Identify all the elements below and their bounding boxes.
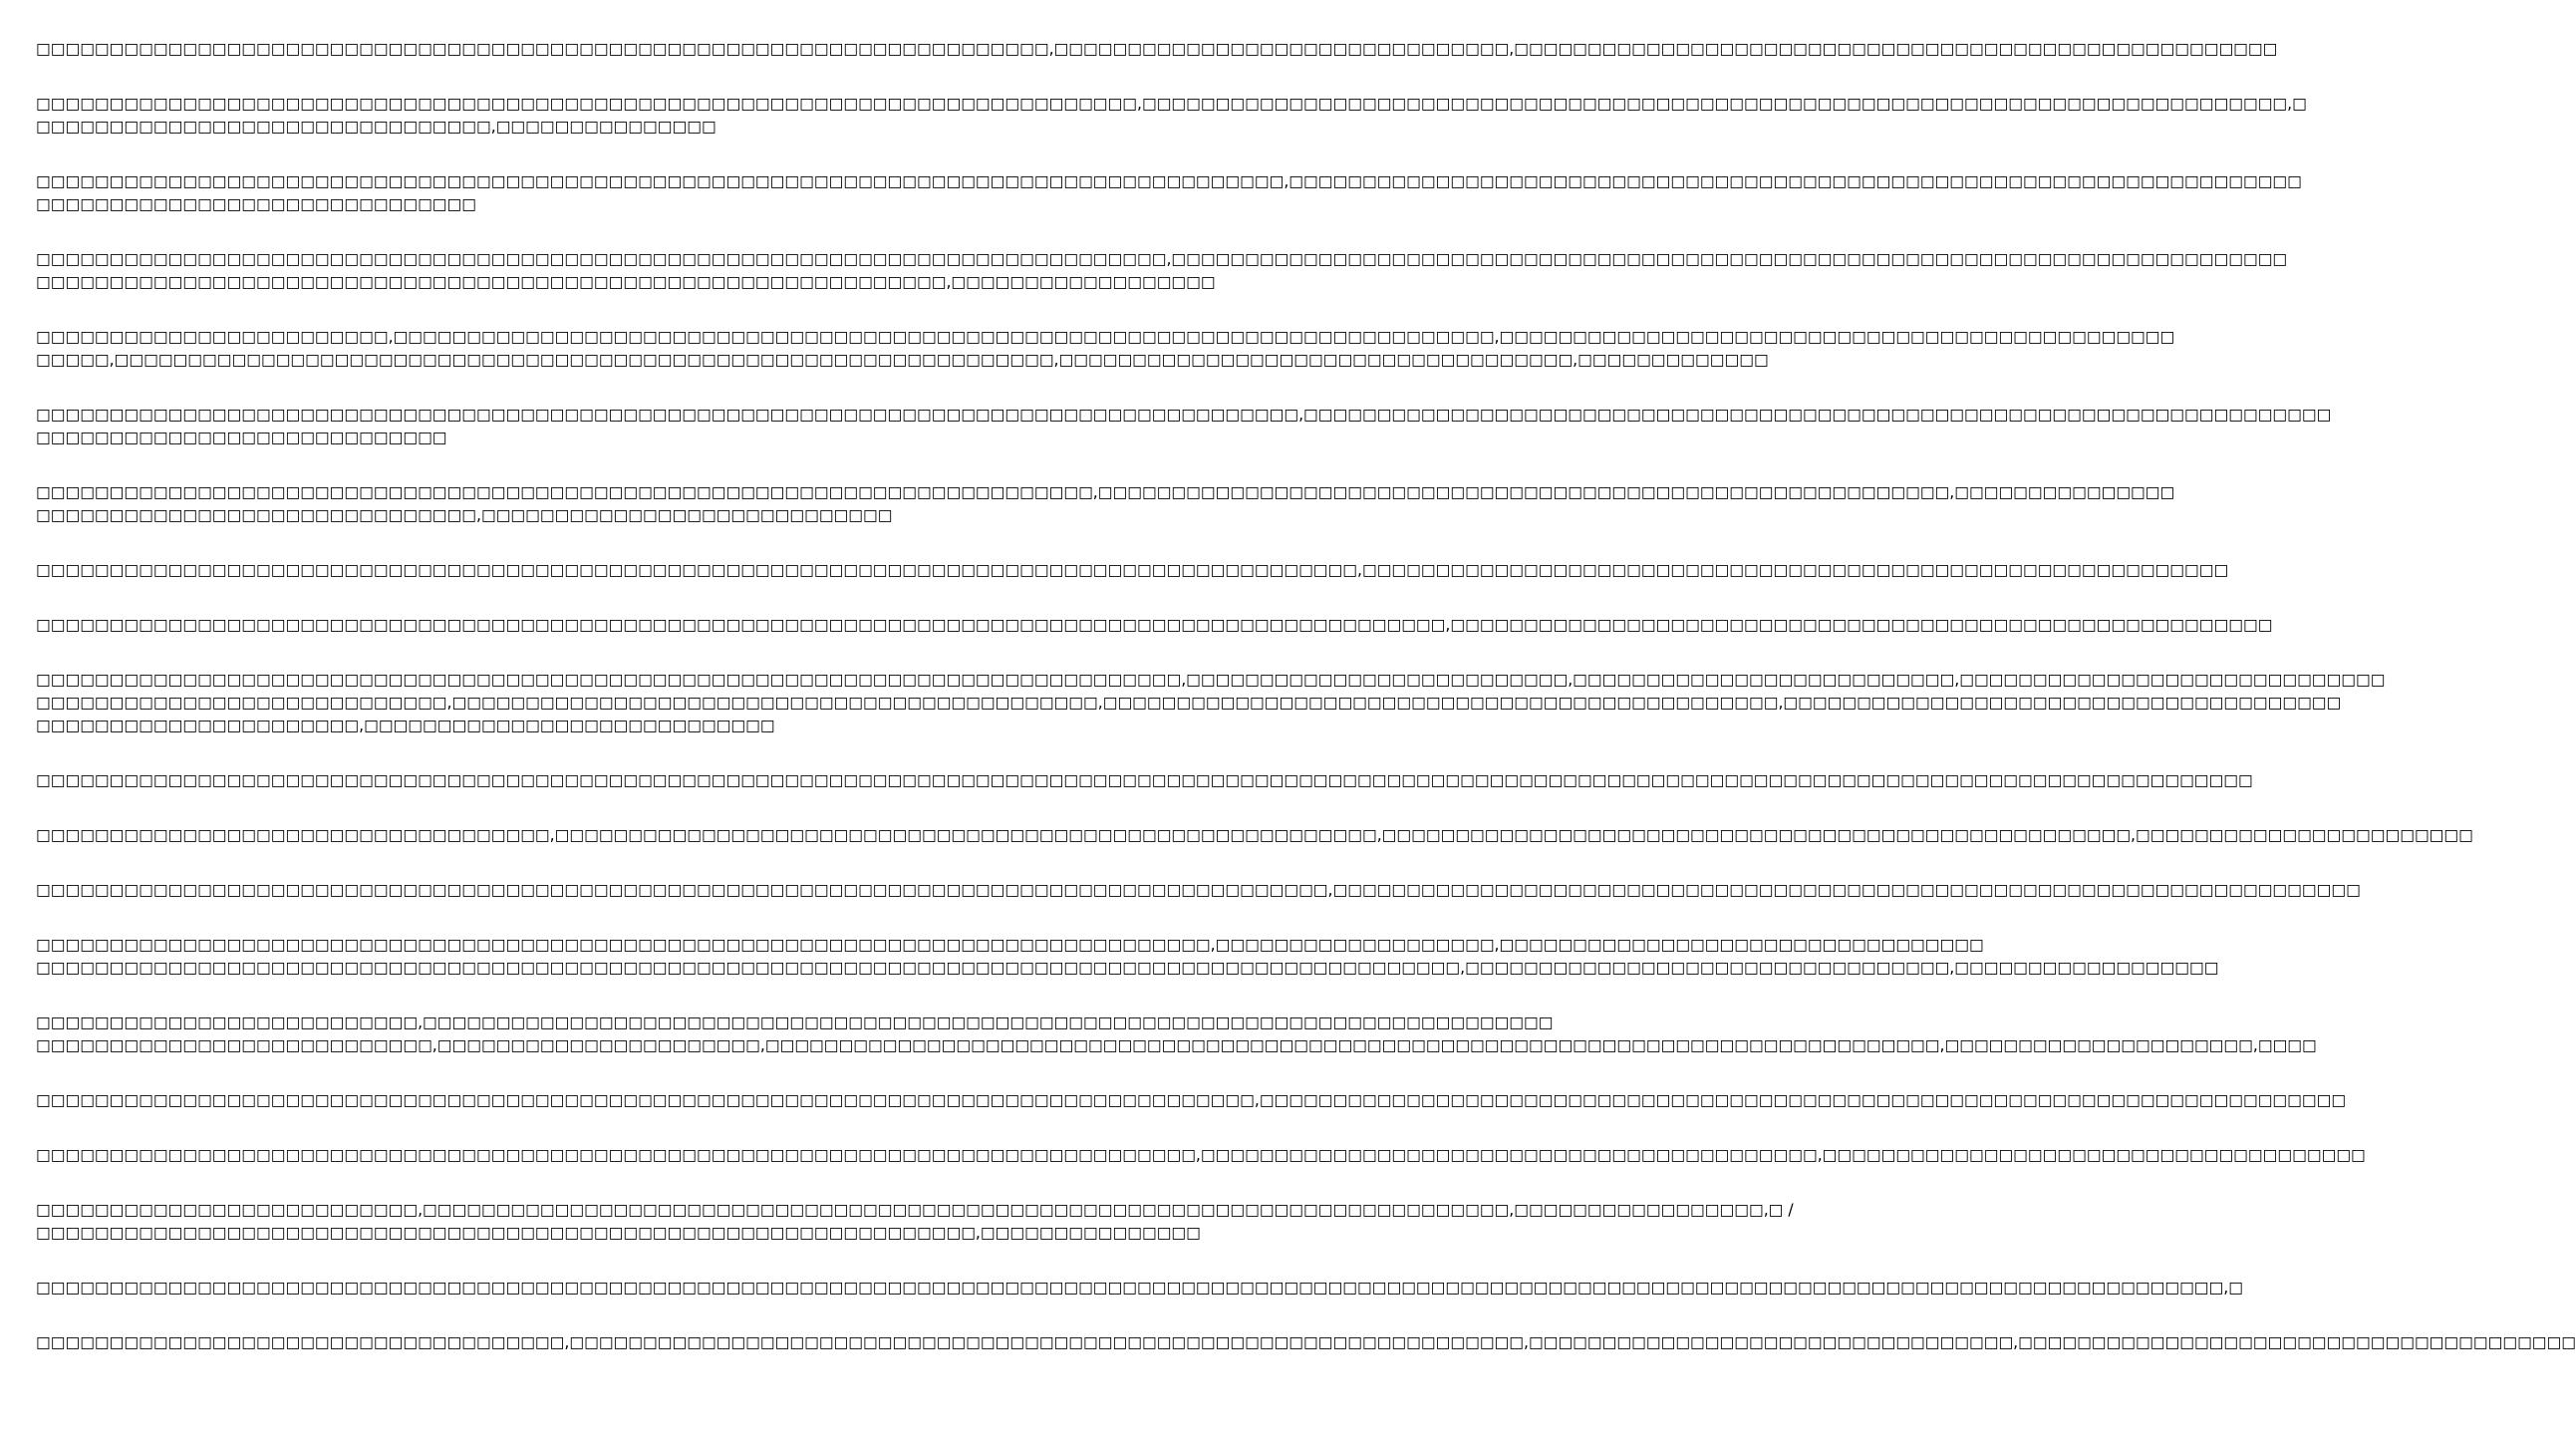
- text-line: □□□□□□□□□□□□□□□□□□□□□□□□□□□□□□□□□□□□□□□□□□□□□□□□□□□□□□□□□□□□□□□□□□□□□□□□□□□□□□□□□□□□□□□□□□□□□□□□□□□□□□□□□□□□□□□□□□□□□□□□□□□□□□□□□□□□□□□□□□□□□□□□□□□□□,□: [36, 1279, 2243, 1297]
- paragraph: [36, 559, 2229, 582]
- text-line: □□□□□□□□□□□□□□□□□□□□□□□□□□□□□□: [36, 195, 477, 213]
- document-body: [36, 38, 2576, 1386]
- text-line: □□□□□□□□□□□□□□□□□□□□□□□□□□□□□□□,□□□□□□□□□□□□□□□: [36, 118, 716, 136]
- text-line: □□□□□□□□□□□□□□□□□□□□□□□□□□□□□□□□□□□□□□□□□□□□□□□□□□□□□□□□□□□□□□□□□□□□□□□□□□□□□□□□□□□□□□□□,□□□□□□□□□□□□□□□□□□□□□□□□□□□□□□□□□□□□□□□□□□□□□□□□□□□□□□□□□□□□□□□□□□□□□□: [36, 881, 2361, 899]
- paragraph: [36, 879, 2361, 902]
- paragraph: [36, 1011, 2317, 1057]
- text-line: □□□□□□□□□□□□□□□□□□□□□□□□□□□□□□□□□□□□□□□□□□□□□□□□□□□□□□□□□□□□□□,□□□□□□□□□□□□□□□□□□: [36, 273, 1216, 291]
- paragraph: [36, 38, 2278, 61]
- text-line: □□□□□□□□□□□□□□□□□□□□□□□□□□□□□□□□□□□□□□□□□□□□□□□□□□□□□□□□□□□□□□□□,□□□□□□□□□□□□□□□: [36, 1224, 1201, 1242]
- paragraph: [36, 170, 2302, 216]
- text-line: □□□□□□□□□□□□□□□□□□□□□□□□□□□□□□□□□□□□□□□□□□□□□□□□□□□□□□□□□□□□□□□□□□□□□□□□□□□□□□□□□□□□□□□□□□□□□□□□,□□□□□□□□□□□□□□□□□□□□□□□□□□□□□□□□□□□□□□□□□□□□□□□□□□□□□□□□: [36, 616, 2273, 634]
- paragraph: [36, 404, 2332, 449]
- text-line: □□□□□□□□□□□□□□□□□□□□□□□□□□□□□□□□□□□□□□□□□□□□□□□□□□□□□□□□□□□□□□□□□□□□□,□□□□□□□□□□□□□□□□□□□□□□□□□□□□□□□,□□□□□□□□□□□□□□□□□□□□□□□□□□□□□□□□□□□□□□□□□□□□□□□□□□□□: [36, 40, 2278, 58]
- paragraph: [36, 1144, 2366, 1167]
- text-line: □□□□□□□□□□□□□□□□□□□□□□□□□□□□□□□□□□□□□□□□□□□□□□□□□□□□□□□□□□□□□□□□□□□□□□□□□□□□□,□□□□□□□□□□□□□□□□□□□□□□□□□□□□□□□□□□□□□□□□□□□□□□□□□□□□□□□□□□□□□□□□□□□□□□□□□□□□: [36, 250, 2288, 268]
- text-line: □□□□□□□□□□□□□□□□□□□□□□□□□□□□: [36, 429, 447, 446]
- text-line: □□□□□,□□□□□□□□□□□□□□□□□□□□□□□□□□□□□□□□□□□□□□□□□□□□□□□□□□□□□□□□□□□□□□□□,□□□□□□□□□□□□□□□□□□□□□□□□□□□□□□□□□□□,□□□□□□□□□□□□□: [36, 351, 1769, 369]
- text-line: □□□□□□□□□□□□□□□□□□□□□□□□□□□□□□,□□□□□□□□□□□□□□□□□□□□□□□□□□□□: [36, 506, 893, 524]
- text-line: □□□□□□□□□□□□□□□□□□□□□□□□□□□□□□□□□□□□□□□□□□□□□□□□□□□□□□□□□□□□□□□□□□□□□□□□□□□,□□□□□□□□□□□□□□□□□□□□□□□□□□□□□□□□□□□□□□□□□□□□□□□□□□□□□□□□□□□□□□□□□□□□□□□□□□□□□□,□: [36, 95, 2307, 113]
- text-line: □□□□□□□□□□□□□□□□□□□□□□□□□□□□□□□□□□□□,□□□□□□□□□□□□□□□□□□□□□□□□□□□□□□□□□□□□□□□□□□□□□□□□□□□□□□□□□□□□□□□□□,□□□□□□□□□□□□□□□□□□□□□□□□□□□□□□□□□,□□□□□□□□□□□□□□□□□□□□□□□□□□□□□□□□□□□□□□: [36, 1333, 2576, 1351]
- text-line: □□□□□□□□□□□□□□□□□□□□□□□□□□,□□□□□□□□□□□□□□□□□□□□□□□□□□□□□□□□□□□□□□□□□□□□□□□□□□□□□□□□□□□□□□□□□□□□□□□□□□□□□: [36, 1013, 1554, 1031]
- paragraph: [36, 934, 2219, 980]
- text-line: □□□□□□□□□□□□□□□□□□□□□□□□□□□□□□□□□□□□□□□□□□□□□□□□□□□□□□□□□□□□□□□□□□□□□□□□□□□□□□□□□□□□□,□□□□□□□□□□□□□□□□□□□□□□□□□□□□□□□□□□□□□□□□□□□□□□□□□□□□□□□□□□□□□□□□□□□□□: [36, 172, 2302, 190]
- text-line: □□□□□□□□□□□□□□□□□□□□□□□□□□□□□□□□□□□□□□□□□□□□□□□□□□□□□□□□□□□□□□□□□□□□□□□□,□□□□□□□□□□□□□□□□□□□□□□□□□□□□□□□□□□□□□□□□□□□□□□□□□□□□□□□□□□,□□□□□□□□□□□□□□□: [36, 483, 2175, 501]
- text-line: □□□□□□□□□□□□□□□□□□□□□□□□,□□□□□□□□□□□□□□□□□□□□□□□□□□□□□□□□□□□□□□□□□□□□□□□□□□□□□□□□□□□□□□□□□□□□□□□□□□□,□□□□□□□□□□□□□□□□□□□□□□□□□□□□□□□□□□□□□□□□□□□□□□: [36, 328, 2175, 346]
- text-line: □□□□□□□□□□□□□□□□□□□□□□,□□□□□□□□□□□□□□□□□□□□□□□□□□□□: [36, 717, 775, 734]
- text-line: □□□□□□□□□□□□□□□□□□□□□□□□□□□□□□□□□□□□□□□□□□□□□□□□□□□□□□□□□□□□□□□□□□□□□□□□□□□□□□□,□□□□□□□□□□□□□□□□□□□□□□□□□□□□□□□□□□□□□□□□□□,□□□□□□□□□□□□□□□□□□□□□□□□□□□□□□□□□□□□□: [36, 1146, 2366, 1164]
- paragraph: [36, 326, 2175, 372]
- paragraph: [36, 669, 2386, 737]
- text-line: □□□□□□□□□□□□□□□□□□□□□□□□□□□□□□□□□□□□□□□□□□□□□□□□□□□□□□□□□□□□□□□□□□□□□□□□□□□□□□□□□□□,□□□□□□□□□□□□□□□□□□□□□□□□□□□□□□□□□□□□□□□□□□□□□□□□□□□□□□□□□□□□□□□□□□□□□□□□□□: [36, 1091, 2347, 1109]
- paragraph: [36, 824, 2473, 847]
- paragraph: [36, 1277, 2243, 1300]
- text-line: □□□□□□□□□□□□□□□□□□□□□□□□□□□□□□□□□□□□□□□□□□□□□□□□□□□□□□□□□□□□□□□□□□□□□□□□□□□□□□□□,□□□□□□□□□□□□□□□□□□□,□□□□□□□□□□□□□□□□□□□□□□□□□□□□□□□□□: [36, 936, 1984, 954]
- text-line: □□□□□□□□□□□□□□□□□□□□□□□□□□□□□□□□□□□□□□□□□□□□□□□□□□□□□□□□□□□□□□□□□□□□□□□□□□□□□□□□□□□□□□□□□□□□□□□□□,□□□□□□□□□□□□□□□□□□□□□□□□□□□□□□□□□,□□□□□□□□□□□□□□□□□□: [36, 959, 2219, 977]
- paragraph: [36, 614, 2273, 637]
- paragraph: [36, 769, 2253, 792]
- paragraph: [36, 481, 2175, 527]
- text-line: □□□□□□□□□□□□□□□□□□□□□□□□□□□□□□□□□□□□□□□□□□□□□□□□□□□□□□□□□□□□□□□□□□□□□□□□□□□□□□,□□□□□□□□□□□□□□□□□□□□□□□□□□,□□□□□□□□□□□□□□□□□□□□□□□□□□,□□□□□□□□□□□□□□□□□□□□□□□□□□□□□: [36, 671, 2386, 689]
- paragraph: [36, 1331, 2576, 1354]
- text-line: □□□□□□□□□□□□□□□□□□□□□□□□□□,□□□□□□□□□□□□□□□□□□□□□□□□□□□□□□□□□□□□□□□□□□□□□□□□□□□□□□□□□□□□□□□□□□□□□□□□□□,□□□□□□□□□□□□□□□□□,□ /: [36, 1201, 1794, 1219]
- text-line: □□□□□□□□□□□□□□□□□□□□□□□□□□□□□□□□□□□□□□□□□□□□□□□□□□□□□□□□□□□□□□□□□□□□□□□□□□□□□□□□□□□□□□,□□□□□□□□□□□□□□□□□□□□□□□□□□□□□□□□□□□□□□□□□□□□□□□□□□□□□□□□□□□□□□□□□□□□□□: [36, 406, 2332, 424]
- paragraph: [36, 248, 2288, 294]
- text-line: □□□□□□□□□□□□□□□□□□□□□□□□□□□□,□□□□□□□□□□□□□□□□□□□□□□□□□□□□□□□□□□□□□□□□□□□□,□□□□□□□□□□□□□□□□□□□□□□□□□□□□□□□□□□□□□□□□□□□□□□,□□□□□□□□□□□□□□□□□□□□□□□□□□□□□□□□□□□□□□: [36, 694, 2342, 712]
- text-line: □□□□□□□□□□□□□□□□□□□□□□□□□□□□□□□□□□□□□□□□□□□□□□□□□□□□□□□□□□□□□□□□□□□□□□□□□□□□□□□□□□□□□□□□□□,□□□□□□□□□□□□□□□□□□□□□□□□□□□□□□□□□□□□□□□□□□□□□□□□□□□□□□□□□□□: [36, 561, 2229, 579]
- paragraph: [36, 1199, 1794, 1245]
- text-line: □□□□□□□□□□□□□□□□□□□□□□□□□□□,□□□□□□□□□□□□□□□□□□□□□□,□□□□□□□□□□□□□□□□□□□□□□□□□□□□□□□□□□□□□□□□□□□□□□□□□□□□□□□□□□□□□□□□□□□□□□□□□□□□□□□□,□□□□□□□□□□□□□□□□□□□□□,□□□□: [36, 1036, 2317, 1054]
- text-line: □□□□□□□□□□□□□□□□□□□□□□□□□□□□□□□□□□□□□□□□□□□□□□□□□□□□□□□□□□□□□□□□□□□□□□□□□□□□□□□□□□□□□□□□□□□□□□□□□□□□□□□□□□□□□□□□□□□□□□□□□□□□□□□□□□□□□□□□□□□□□□□□□□□□□□□: [36, 771, 2253, 789]
- paragraph: [36, 1089, 2347, 1112]
- paragraph: [36, 93, 2307, 139]
- text-line: □□□□□□□□□□□□□□□□□□□□□□□□□□□□□□□□□□□,□□□□□□□□□□□□□□□□□□□□□□□□□□□□□□□□□□□□□□□□□□□□□□□□□□□□□□□□,□□□□□□□□□□□□□□□□□□□□□□□□□□□□□□□□□□□□□□□□□□□□□□□□□□□,□□□□□□□□□□□□□□□□□□□□□□□: [36, 826, 2473, 844]
